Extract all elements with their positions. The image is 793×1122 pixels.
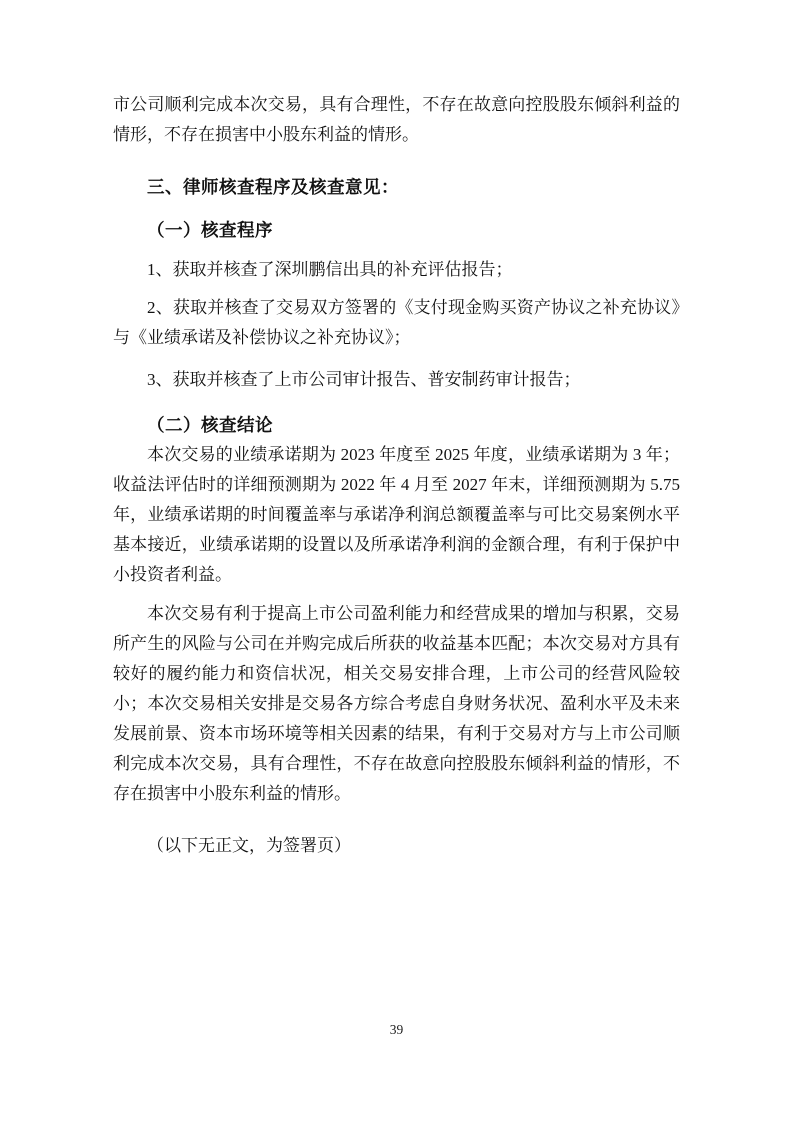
document-content	[113, 90, 680, 861]
procedure-item-1: 1、获取并核查了深圳鹏信出具的补充评估报告；	[147, 260, 513, 279]
conclusion-paragraph-1: 本次交易的业绩承诺期为 2023 年度至 2025 年度，业绩承诺期为 3 年；收益法评估时的详细预测期为 2022 年 4 月至 2027 年末，详细预测期为 5.75 年，业绩承诺期的时间覆盖率与承诺净利润总额覆盖率与可比交易案例水平基本接近，业绩承诺期的设置以及所承诺净利润的金额合理，有利于保护中小投资者利益。	[113, 445, 680, 584]
continuation-paragraph: 市公司顺利完成本次交易，具有合理性，不存在故意向控股股东倾斜利益的情形，不存在损害中小股东利益的情形。	[113, 95, 680, 144]
procedure-item-3: 3、获取并核查了上市公司审计报告、普安制药审计报告；	[147, 370, 581, 389]
subsection-heading-verification-procedure: （一）核查程序	[147, 220, 273, 240]
page-number: 39	[389, 1022, 404, 1037]
closing-note: （以下无正文，为签署页）	[147, 836, 351, 855]
procedure-item-2: 2、获取并核查了交易双方签署的《支付现金购买资产协议之补充协议》与《业绩承诺及补偿协议之补充协议》；	[113, 298, 680, 347]
conclusion-paragraph-2: 本次交易有利于提高上市公司盈利能力和经营成果的增加与积累，交易所产生的风险与公司在并购完成后所获的收益基本匹配；本次交易对方具有较好的履约能力和资信状况，相关交易安排合理，上市公司的经营风险较小；本次交易相关安排是交易各方综合考虑自身财务状况、盈利水平及未来发展前景、资本市场环境等相关因素的结果，有利于交易对方与上市公司顺利完成本次交易，具有合理性，不存在故意向控股股东倾斜利益的情形，不存在损害中小股东利益的情形。	[113, 604, 680, 803]
subsection-heading-verification-conclusion: （二）核查结论	[147, 415, 273, 435]
section-heading-lawyer-verification: 三、律师核查程序及核查意见：	[147, 177, 399, 197]
